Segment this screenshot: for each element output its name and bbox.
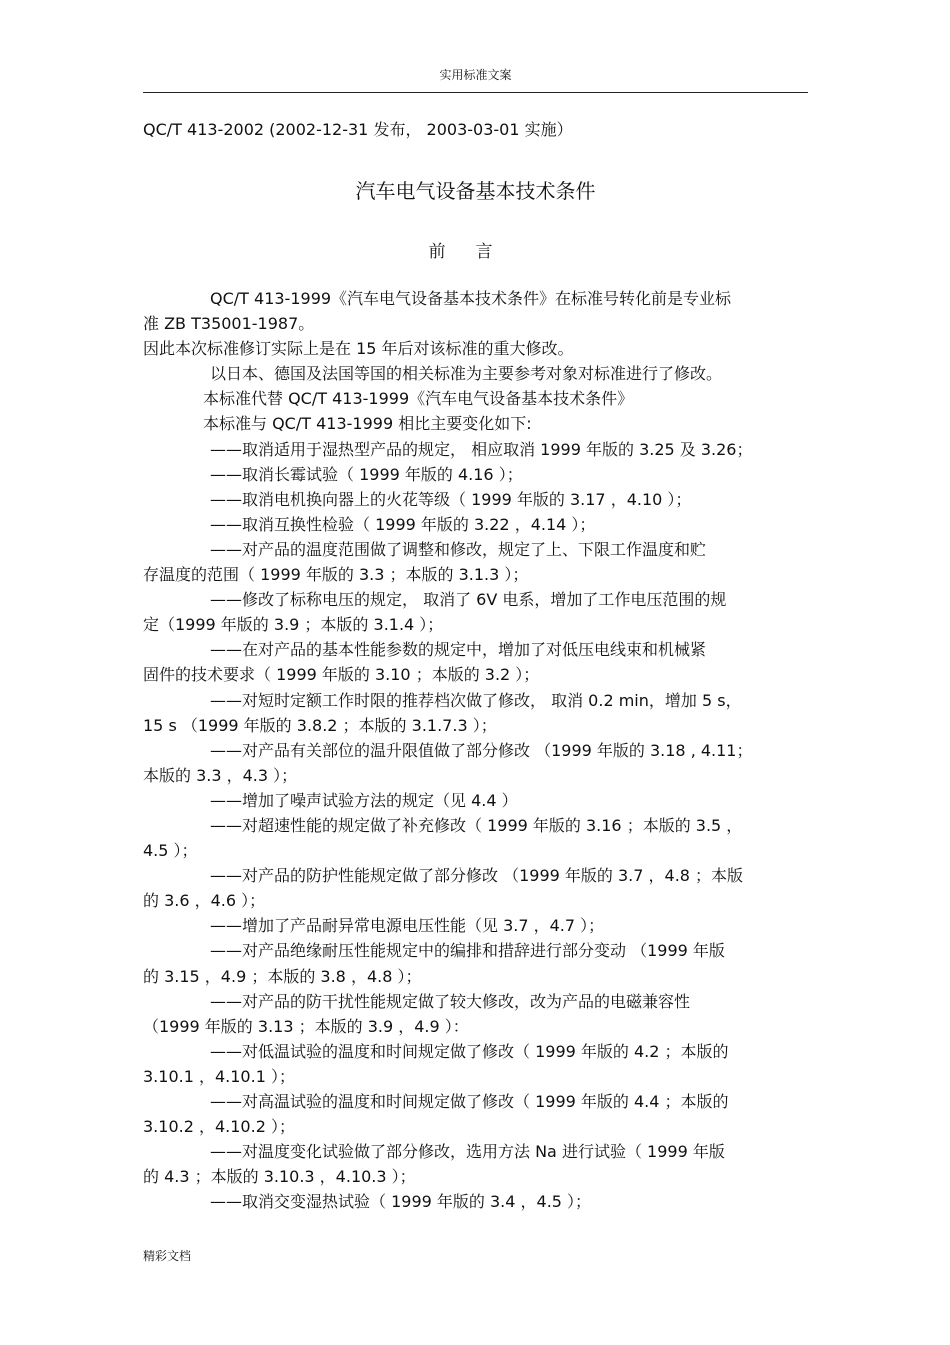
- change-item-continuation: 的 3.15 ，4.9 ；本版的 3.8 ，4.8 ）；: [143, 966, 422, 986]
- change-item-continuation: 3.10.2 ，4.10.2 ）；: [143, 1117, 295, 1137]
- change-item: ——取消适用于湿热型产品的规定， 相应取消 1999 年版的 3.25 及 3.26；: [210, 439, 753, 459]
- change-item: ——对高温试验的温度和时间规定做了修改（ 1999 年版的 4.4 ；本版的: [210, 1092, 729, 1111]
- change-item: ——对低温试验的温度和时间规定做了修改（ 1999 年版的 4.2 ；本版的: [210, 1041, 729, 1061]
- page-header: [143, 66, 808, 93]
- foreword-heading: 前言: [428, 242, 523, 262]
- change-item: ——取消互换性检验（ 1999 年版的 3.22 ，4.14 ）；: [210, 514, 596, 534]
- change-item: ——对超速性能的规定做了补充修改（ 1999 年版的 3.16 ；本版的 3.5 ，: [210, 815, 743, 835]
- change-item: ——取消电机换向器上的火花等级（ 1999 年版的 3.17 ，4.10 ）；: [210, 489, 692, 509]
- change-item-continuation: 的 4.3 ；本版的 3.10.3 ，4.10.3 ）；: [143, 1167, 416, 1187]
- change-item: ——对产品有关部位的温升限值做了部分修改 （1999 年版的 3.18 , 4.11；: [210, 740, 753, 760]
- change-item: ——取消长霉试验（ 1999 年版的 4.16 ）；: [210, 464, 523, 484]
- change-item: ——在对产品的基本性能参数的规定中，增加了对低压电线束和机械紧: [210, 640, 707, 660]
- change-item: ——增加了产品耐异常电源电压性能（见 3.7 ，4.7 ）；: [210, 916, 605, 936]
- page-footer-text: 精彩文档: [143, 1249, 192, 1263]
- change-item: ——取消交变湿热试验（ 1999 年版的 3.4 ，4.5 ）；: [210, 1192, 592, 1212]
- change-item-continuation: 4.5 ）；: [143, 841, 198, 861]
- change-item: ——修改了标称电压的规定， 取消了 6V 电系，增加了工作电压范围的规: [210, 590, 727, 610]
- change-item-continuation: 本版的 3.3 ，4.3 ）；: [143, 765, 298, 785]
- body-line: QC/T 413-1999《汽车电气设备基本技术条件》在标准号转化前是专业标: [210, 289, 732, 308]
- change-item-continuation: （1999 年版的 3.13 ；本版的 3.9 ，4.9 ）：: [143, 1016, 469, 1036]
- page-footer: [143, 1247, 191, 1265]
- body-line: 准 ZB T35001-1987。: [143, 314, 315, 334]
- standard-number-line: QC/T 413-2002 (2002-12-31 发布， 2003-03-01 实施）: [143, 120, 573, 139]
- foreword-body: [143, 286, 813, 1214]
- document-title: 汽车电气设备基本技术条件: [355, 179, 596, 203]
- body-line: 本标准代替 QC/T 413-1999《汽车电气设备基本技术条件》: [203, 389, 634, 409]
- change-item: ——增加了噪声试验方法的规定（见 4.4 ）: [210, 790, 518, 810]
- page-header-text: 实用标准文案: [439, 68, 512, 82]
- change-item-continuation: 定（1999 年版的 3.9 ；本版的 3.1.4 ）；: [143, 615, 444, 635]
- change-item-continuation: 的 3.6 ，4.6 ）；: [143, 891, 266, 911]
- change-item: ——对短时定额工作时限的推荐档次做了修改， 取消 0.2 min，增加 5 s，: [210, 690, 742, 710]
- change-item-continuation: 存温度的范围（ 1999 年版的 3.3 ；本版的 3.1.3 ）；: [143, 565, 529, 585]
- body-line: 本标准与 QC/T 413-1999 相比主要变化如下:: [203, 414, 532, 434]
- change-item: ——对温度变化试验做了部分修改，选用方法 Na 进行试验（ 1999 年版: [210, 1142, 725, 1162]
- change-item-continuation: 3.10.1 ，4.10.1 ）；: [143, 1066, 295, 1086]
- change-item: ——对产品绝缘耐压性能规定中的编排和措辞进行部分变动 （1999 年版: [210, 941, 725, 961]
- body-line: 因此本次标准修订实际上是在 15 年后对该标准的重大修改。: [143, 339, 574, 359]
- body-line: 以日本、德国及法国等国的相关标准为主要参考对象对标准进行了修改。: [210, 364, 723, 384]
- change-item: ——对产品的防干扰性能规定做了较大修改，改为产品的电磁兼容性: [210, 991, 691, 1011]
- change-item-continuation: 15 s （1999 年版的 3.8.2 ；本版的 3.1.7.3 ）；: [143, 715, 497, 735]
- change-item: ——对产品的温度范围做了调整和修改，规定了上、下限工作温度和贮: [210, 539, 707, 559]
- change-item-continuation: 固件的技术要求（ 1999 年版的 3.10 ；本版的 3.2 ）；: [143, 665, 540, 685]
- change-item: ——对产品的防护性能规定做了部分修改 （1999 年版的 3.7 ，4.8 ；本版: [210, 866, 744, 886]
